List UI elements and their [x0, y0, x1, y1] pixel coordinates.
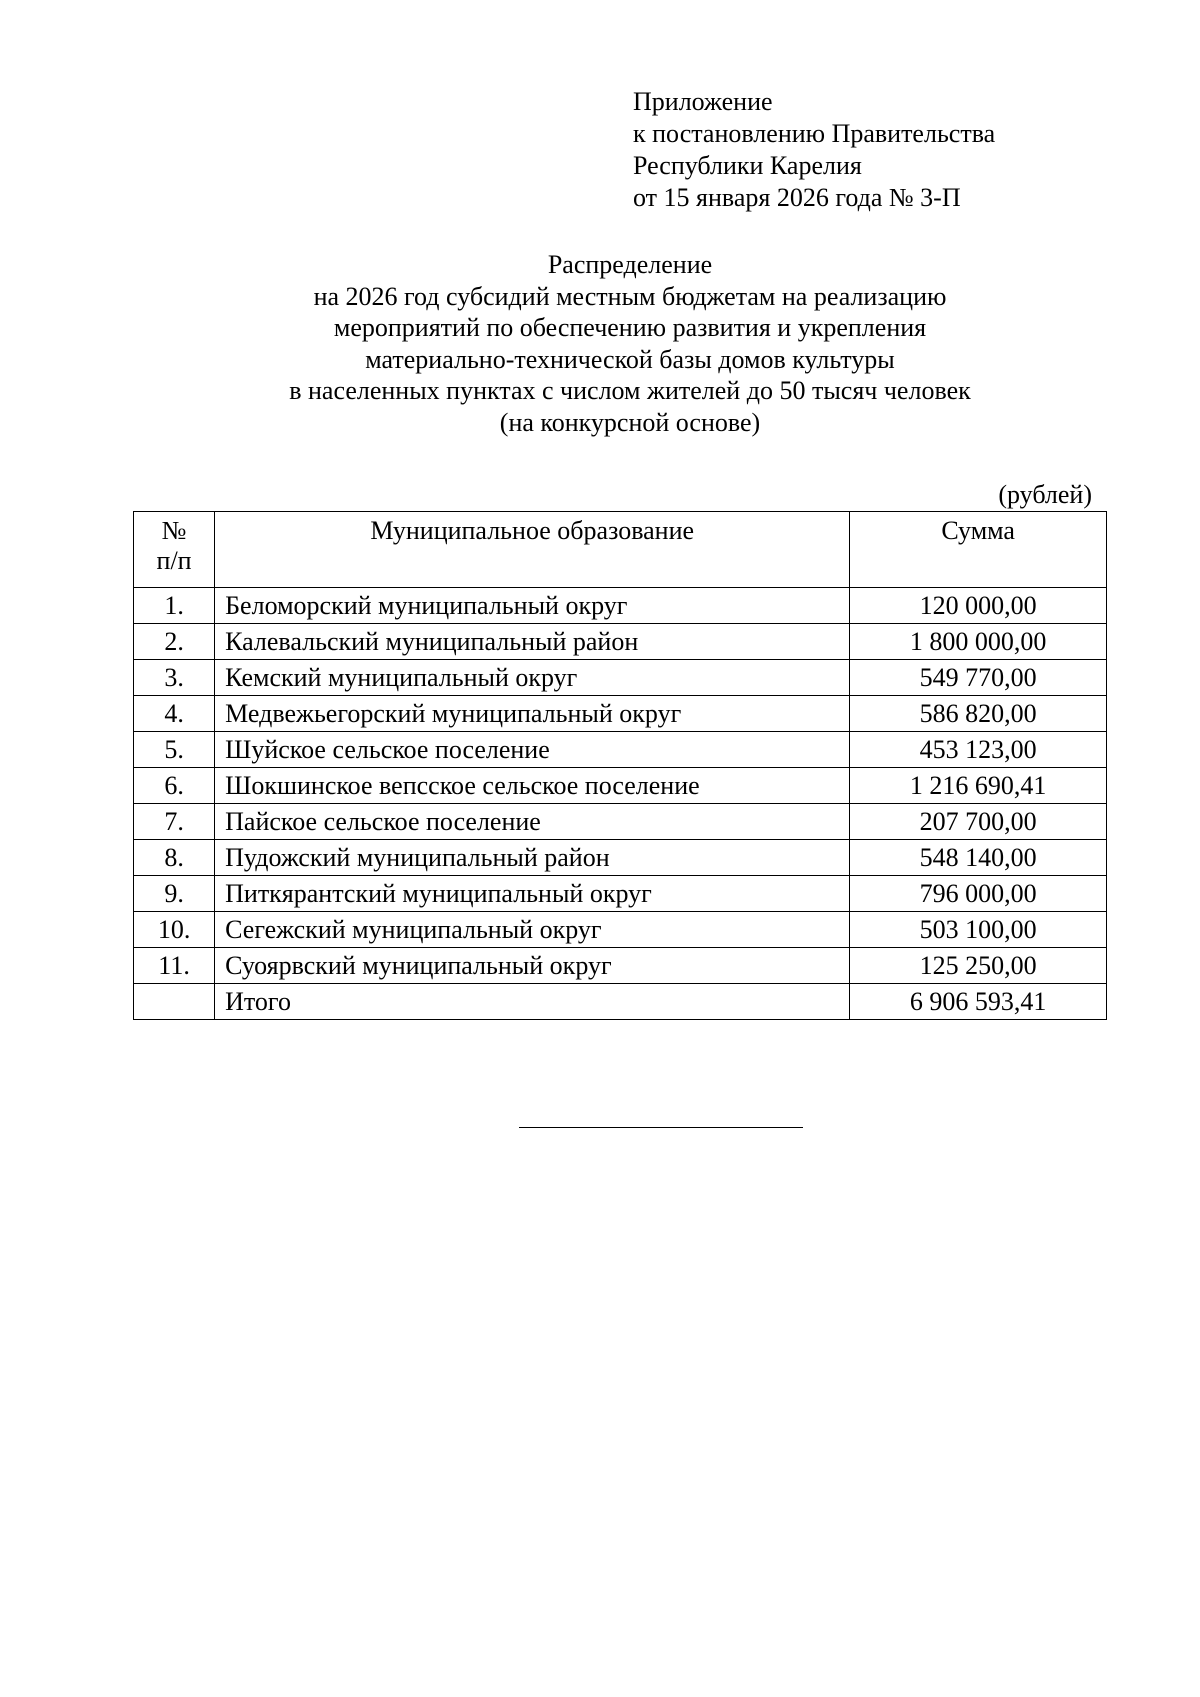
appendix-line: к постановлению Правительства: [633, 119, 996, 148]
title-line: (на конкурсной основе): [499, 407, 761, 437]
table-row: [134, 768, 1107, 804]
closing-separator-line: [519, 1127, 803, 1128]
row-municipality: Кемский муниципальный округ: [215, 660, 850, 696]
total-sum: 6 906 593,41: [850, 984, 1107, 1020]
header-municipality: Муниципальное образование: [215, 512, 850, 588]
row-sum: 120 000,00: [850, 588, 1107, 624]
row-number: 6.: [134, 768, 215, 804]
row-sum: 586 820,00: [850, 696, 1107, 732]
units-label: (рублей): [998, 480, 1092, 509]
table-row: [134, 696, 1107, 732]
row-sum: 1 800 000,00: [850, 624, 1107, 660]
table-row: [134, 948, 1107, 984]
table-header-row: [134, 512, 1107, 588]
row-sum: 125 250,00: [850, 948, 1107, 984]
row-municipality: Сегежский муниципальный округ: [215, 912, 850, 948]
row-sum: 796 000,00: [850, 876, 1107, 912]
row-number: 2.: [134, 624, 215, 660]
total-number: [134, 984, 215, 1020]
header-sum: Сумма: [850, 512, 1107, 588]
title-line: в населенных пунктах с числом жителей до 50 тысяч человек: [289, 376, 971, 406]
title-line: Распределение: [547, 250, 713, 279]
row-sum: 548 140,00: [850, 840, 1107, 876]
table-row: [134, 732, 1107, 768]
appendix-line: Приложение: [633, 87, 773, 116]
row-number: 7.: [134, 804, 215, 840]
row-municipality: Беломорский муниципальный округ: [215, 588, 850, 624]
table-row: [134, 912, 1107, 948]
distribution-table: [133, 511, 1107, 1020]
total-label: Итого: [215, 984, 850, 1020]
row-number: 11.: [134, 948, 215, 984]
row-municipality: Пудожский муниципальный район: [215, 840, 850, 876]
table-row: [134, 624, 1107, 660]
table-row: [134, 588, 1107, 624]
table-row: [134, 876, 1107, 912]
row-sum: 207 700,00: [850, 804, 1107, 840]
title-line: мероприятий по обеспечению развития и укрепления: [333, 313, 927, 343]
title-line: на 2026 год субсидий местным бюджетам на реализацию: [313, 281, 947, 311]
row-number: 9.: [134, 876, 215, 912]
row-municipality: Медвежьегорский муниципальный округ: [215, 696, 850, 732]
title-line: материально-технической базы домов культуры: [365, 344, 895, 374]
row-sum: 1 216 690,41: [850, 768, 1107, 804]
appendix-line: от 15 января 2026 года № 3-П: [633, 183, 961, 212]
row-municipality: Питкярантский муниципальный округ: [215, 876, 850, 912]
table-row: [134, 804, 1107, 840]
table-row: [134, 840, 1107, 876]
row-number: 8.: [134, 840, 215, 876]
row-number: 1.: [134, 588, 215, 624]
row-number: 5.: [134, 732, 215, 768]
row-number: 10.: [134, 912, 215, 948]
header-number-line: п/п: [156, 546, 192, 575]
row-sum: 549 770,00: [850, 660, 1107, 696]
row-municipality: Пайское сельское поселение: [215, 804, 850, 840]
row-number: 3.: [134, 660, 215, 696]
row-number: 4.: [134, 696, 215, 732]
appendix-block: [633, 86, 995, 214]
row-sum: 503 100,00: [850, 912, 1107, 948]
table-row: [134, 660, 1107, 696]
row-sum: 453 123,00: [850, 732, 1107, 768]
appendix-line: Республики Карелия: [633, 151, 862, 180]
row-municipality: Шуйское сельское поселение: [215, 732, 850, 768]
header-number-line: №: [161, 516, 187, 545]
table-total-row: [134, 984, 1107, 1020]
row-municipality: Суоярвский муниципальный округ: [215, 948, 850, 984]
row-municipality: Калевальский муниципальный район: [215, 624, 850, 660]
row-municipality: Шокшинское вепсское сельское поселение: [215, 768, 850, 804]
header-number: [134, 512, 215, 588]
document-title: [130, 249, 1130, 439]
